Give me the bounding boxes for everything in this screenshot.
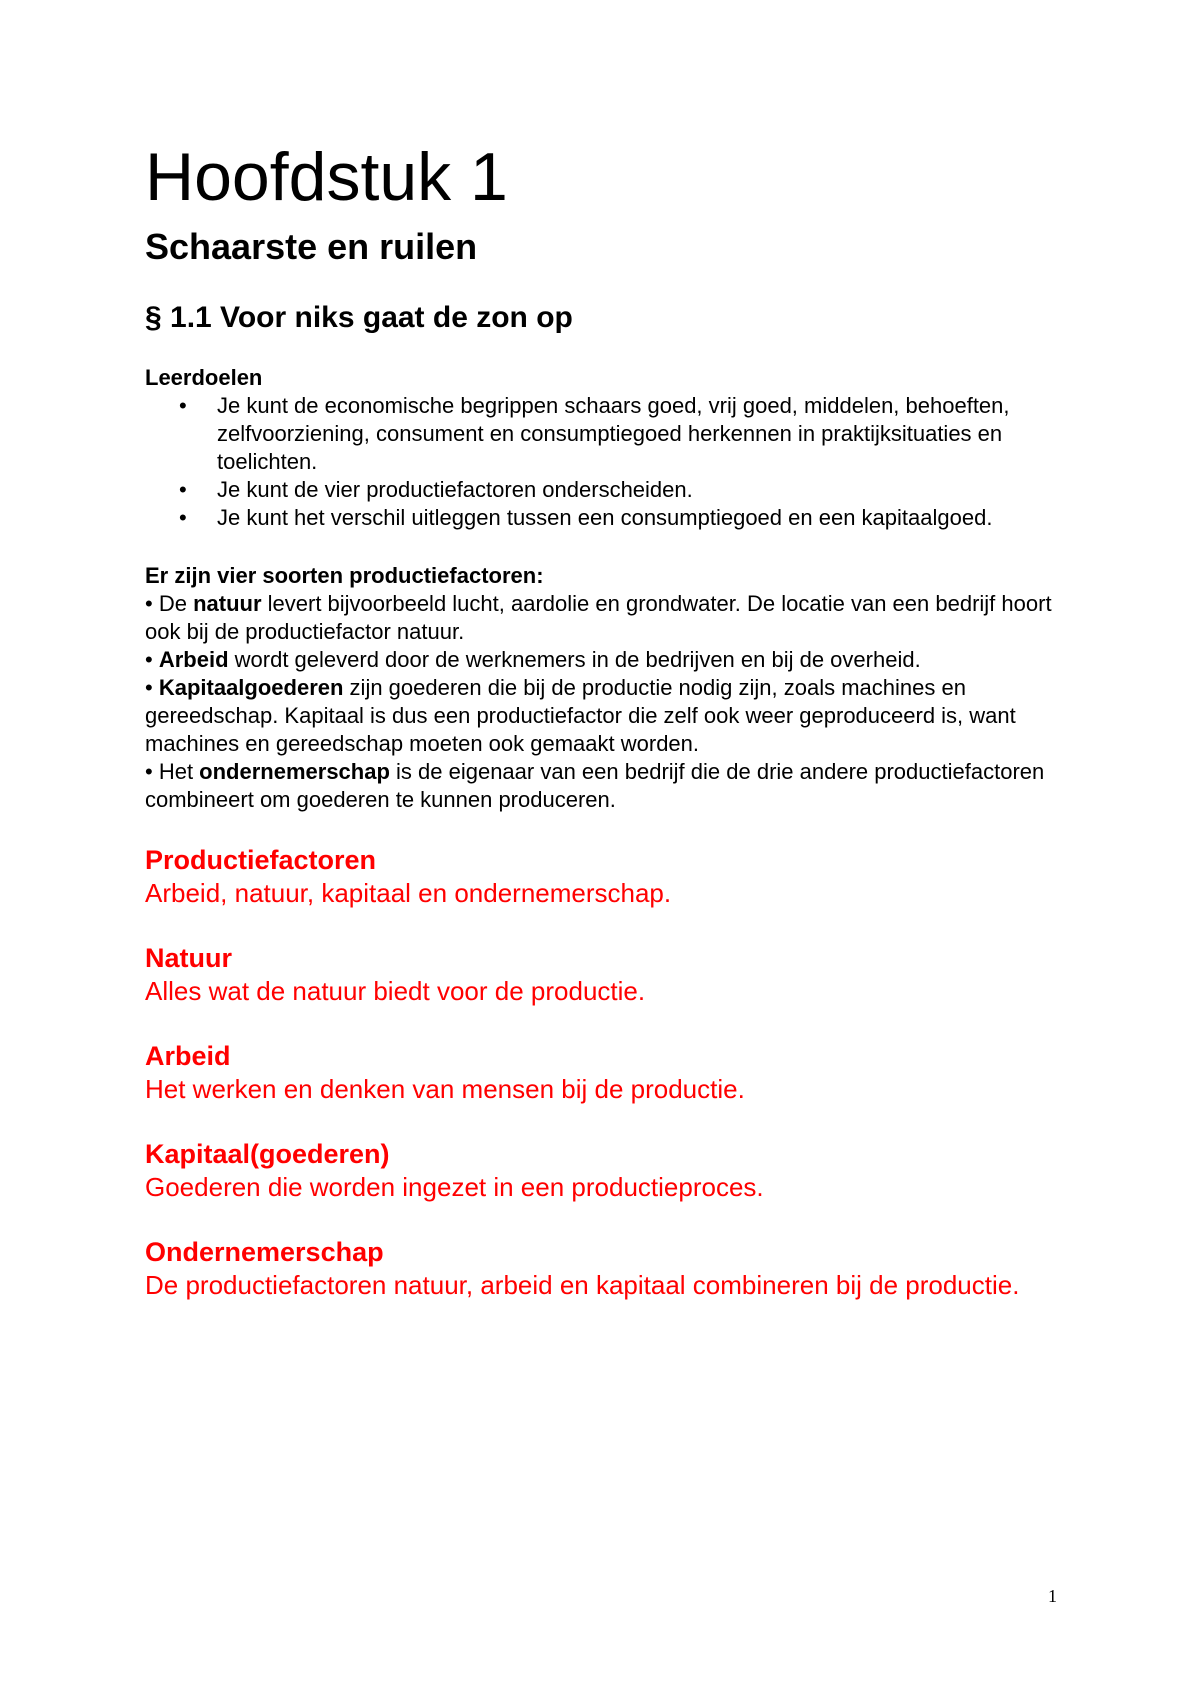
production-factors-heading: Er zijn vier soorten productiefactoren: — [145, 562, 544, 588]
section-title: § 1.1 Voor niks gaat de zon op — [145, 300, 573, 334]
factor-item — [145, 674, 1075, 758]
definition-text: De productiefactoren natuur, arbeid en kapitaal combineren bij de productie. — [145, 1269, 1020, 1300]
factor-prefix: • — [145, 646, 159, 672]
factor-prefix: • Het — [145, 758, 200, 784]
bullet-icon: • — [179, 504, 187, 530]
definition-text: Goederen die worden ingezet in een productieproces. — [145, 1171, 764, 1202]
factor-prefix: • — [145, 674, 159, 700]
factor-description: is de eigenaar van een bedrijf die de drie andere productiefactoren combineert om goederen te kunnen produceren. — [145, 758, 1045, 812]
definition-term: Arbeid — [145, 1040, 231, 1071]
factor-item — [145, 758, 1075, 814]
definition-term: Natuur — [145, 942, 232, 973]
definition-text: Het werken en denken van mensen bij de productie. — [145, 1073, 745, 1104]
bullet-icon: • — [179, 476, 187, 502]
learning-goal-text: Je kunt de vier productiefactoren onderscheiden. — [217, 476, 693, 502]
definition-term: Kapitaal(goederen) — [145, 1138, 390, 1169]
learning-goal-item — [179, 504, 1075, 532]
definition-block — [145, 844, 1075, 910]
document-page — [145, 140, 1075, 1334]
learning-goals-heading: Leerdoelen — [145, 364, 263, 390]
factor-term: natuur — [193, 590, 262, 616]
definition-block — [145, 942, 1075, 1008]
definitions-list — [145, 844, 1075, 1302]
learning-goal-item — [179, 476, 1075, 504]
definition-text: Alles wat de natuur biedt voor de productie. — [145, 975, 646, 1006]
factor-term: Kapitaalgoederen — [158, 674, 344, 700]
definition-block — [145, 1040, 1075, 1106]
factor-item — [145, 646, 1075, 674]
definition-block — [145, 1236, 1075, 1302]
production-factors-list — [145, 590, 1075, 814]
learning-goals-list — [145, 392, 1075, 532]
definition-text: Arbeid, natuur, kapitaal en ondernemerschap. — [145, 877, 672, 908]
definition-term: Ondernemerschap — [145, 1236, 384, 1267]
chapter-title: Hoofdstuk 1 — [145, 139, 508, 215]
learning-goal-text: Je kunt het verschil uitleggen tussen een consumptiegoed en een kapitaalgoed. — [217, 504, 993, 530]
factor-term: Arbeid — [158, 646, 229, 672]
learning-goal-item — [179, 392, 1075, 476]
page-number: 1 — [1048, 1586, 1057, 1606]
factor-description: levert bijvoorbeeld lucht, aardolie en grondwater. De locatie van een bedrijf hoort ook bij de productiefactor natuur. — [145, 590, 1052, 644]
factor-description: wordt geleverd door de werknemers in de bedrijven en bij de overheid. — [228, 646, 921, 672]
factor-term: ondernemerschap — [199, 758, 390, 784]
definition-block — [145, 1138, 1075, 1204]
factor-description: zijn goederen die bij de productie nodig zijn, zoals machines en gereedschap. Kapitaal is dus een productiefactor die zelf ook weer geproduceerd is, want machines en gereedschap moeten ook gemaakt worden. — [145, 674, 1016, 756]
chapter-subtitle: Schaarste en ruilen — [145, 225, 478, 267]
bullet-icon: • — [179, 392, 187, 418]
factor-item — [145, 590, 1075, 646]
factor-prefix: • De — [145, 590, 194, 616]
learning-goal-text: Je kunt de economische begrippen schaars goed, vrij goed, middelen, behoeften, zelfvoorziening, consument en consumptiegoed herkennen in praktijksituaties en toelichten. — [217, 392, 1010, 474]
definition-term: Productiefactoren — [145, 844, 377, 875]
